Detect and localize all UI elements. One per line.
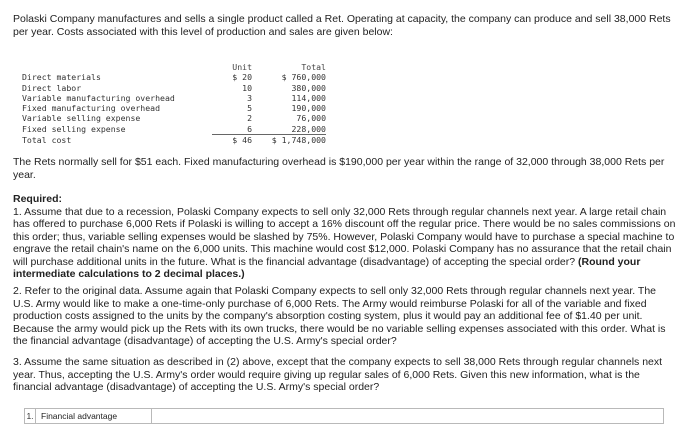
- cost-table-header: [22, 62, 326, 72]
- table-row: [22, 103, 326, 113]
- row-label: Variable selling expense: [22, 113, 141, 124]
- total-unit: $ 46: [232, 135, 252, 146]
- table-row: [22, 113, 326, 123]
- table-row: [22, 83, 326, 93]
- row-total: 380,000: [291, 82, 326, 93]
- row-unit: $ 20: [232, 72, 252, 83]
- question-2: 2. Refer to the original data. Assume again that Polaski Company expects to sell only 32,000 Rets through regular channels next year. The U.S. Army would like to make a one-time-only purchase of 6,000 Rets. The Army would reimburse Polaski for all of the variable and fixed production costs assigned to the units by the company's absorption costing system, plus it would pay an additional fee of $1.40 per unit. Because the army would pick up the Rets with its own trucks, there would be no variable selling expenses associated with this order. What is the financial advantage (disadvantage) of accepting the U.S. Army's special order?: [13, 285, 666, 347]
- answer-label: Financial advantage: [39, 409, 152, 423]
- total-label: Total cost: [22, 134, 72, 145]
- row-unit: 5: [247, 103, 252, 114]
- row-total: 76,000: [296, 113, 326, 124]
- intro-paragraph: Polaski Company manufactures and sells a single product called a Ret. Operating at capacity, the company can produce and sell 38,000 Rets per year. Costs associated with this level of production and sales are given below:: [13, 13, 671, 38]
- rets-note: The Rets normally sell for $51 each. Fixed manufacturing overhead is $190,000 per year within the range of 32,000 through 38,000 Rets per year.: [13, 156, 665, 181]
- required-section: [13, 193, 678, 281]
- question-3: 3. Assume the same situation as described in (2) above, except that the company expects to sell 38,000 Rets through regular channels next year. Thus, accepting the U.S. Army's order would require giving up regular sales of 6,000 Rets. Given this new information, what is the financial advantage (disadvantage) of accepting the U.S. Army's special order?: [13, 356, 663, 393]
- cost-table: [22, 62, 326, 145]
- answer-number: 1.: [25, 409, 36, 423]
- row-unit: 6: [212, 124, 258, 135]
- answer-row: [24, 408, 664, 424]
- total-amount: $ 1,748,000: [271, 135, 326, 146]
- table-row: [22, 124, 326, 135]
- row-label: Direct materials: [22, 72, 101, 83]
- question-1: [13, 206, 678, 281]
- row-label: Variable manufacturing overhead: [22, 92, 175, 103]
- row-label: Direct labor: [22, 82, 82, 93]
- required-heading: Required:: [13, 193, 63, 205]
- row-unit: 3: [247, 92, 252, 103]
- row-total: 190,000: [291, 103, 326, 114]
- row-unit: 2: [247, 113, 252, 124]
- row-total: 114,000: [291, 92, 326, 103]
- row-label: Fixed manufacturing overhead: [22, 103, 161, 114]
- question-1-text: 1. Assume that due to a recession, Polaski Company expects to sell only 32,000 Rets through regular channels next year. A large retail chain has offered to purchase 6,000 Rets if Polaski is willing to accept a 16% discount off the regular price. There would be no sales commissions on this order; thus, variable selling expenses would be slashed by 75%. However, Polaski Company would have to purchase a special machine to engrave the retail chain's name on the 6,000 units. This machine would cost $12,000. Polaski Company has no assurance that the retail chain will purchase additional units in the future. What is the financial advantage (disadvantage) of accepting the special order?: [13, 205, 676, 268]
- row-total: $ 760,000: [281, 72, 326, 83]
- total-row: [22, 135, 326, 146]
- rounding-note: (Round your intermediate calculations to 2 decimal places.): [13, 255, 641, 280]
- row-label: Fixed selling expense: [22, 124, 126, 135]
- row-total: 228,000: [258, 124, 326, 135]
- unit-header: Unit: [232, 62, 252, 72]
- row-unit: 10: [242, 82, 252, 93]
- answer-input[interactable]: [152, 409, 663, 423]
- table-row: [22, 93, 326, 103]
- total-header: Total: [301, 62, 326, 72]
- table-row: [22, 72, 326, 82]
